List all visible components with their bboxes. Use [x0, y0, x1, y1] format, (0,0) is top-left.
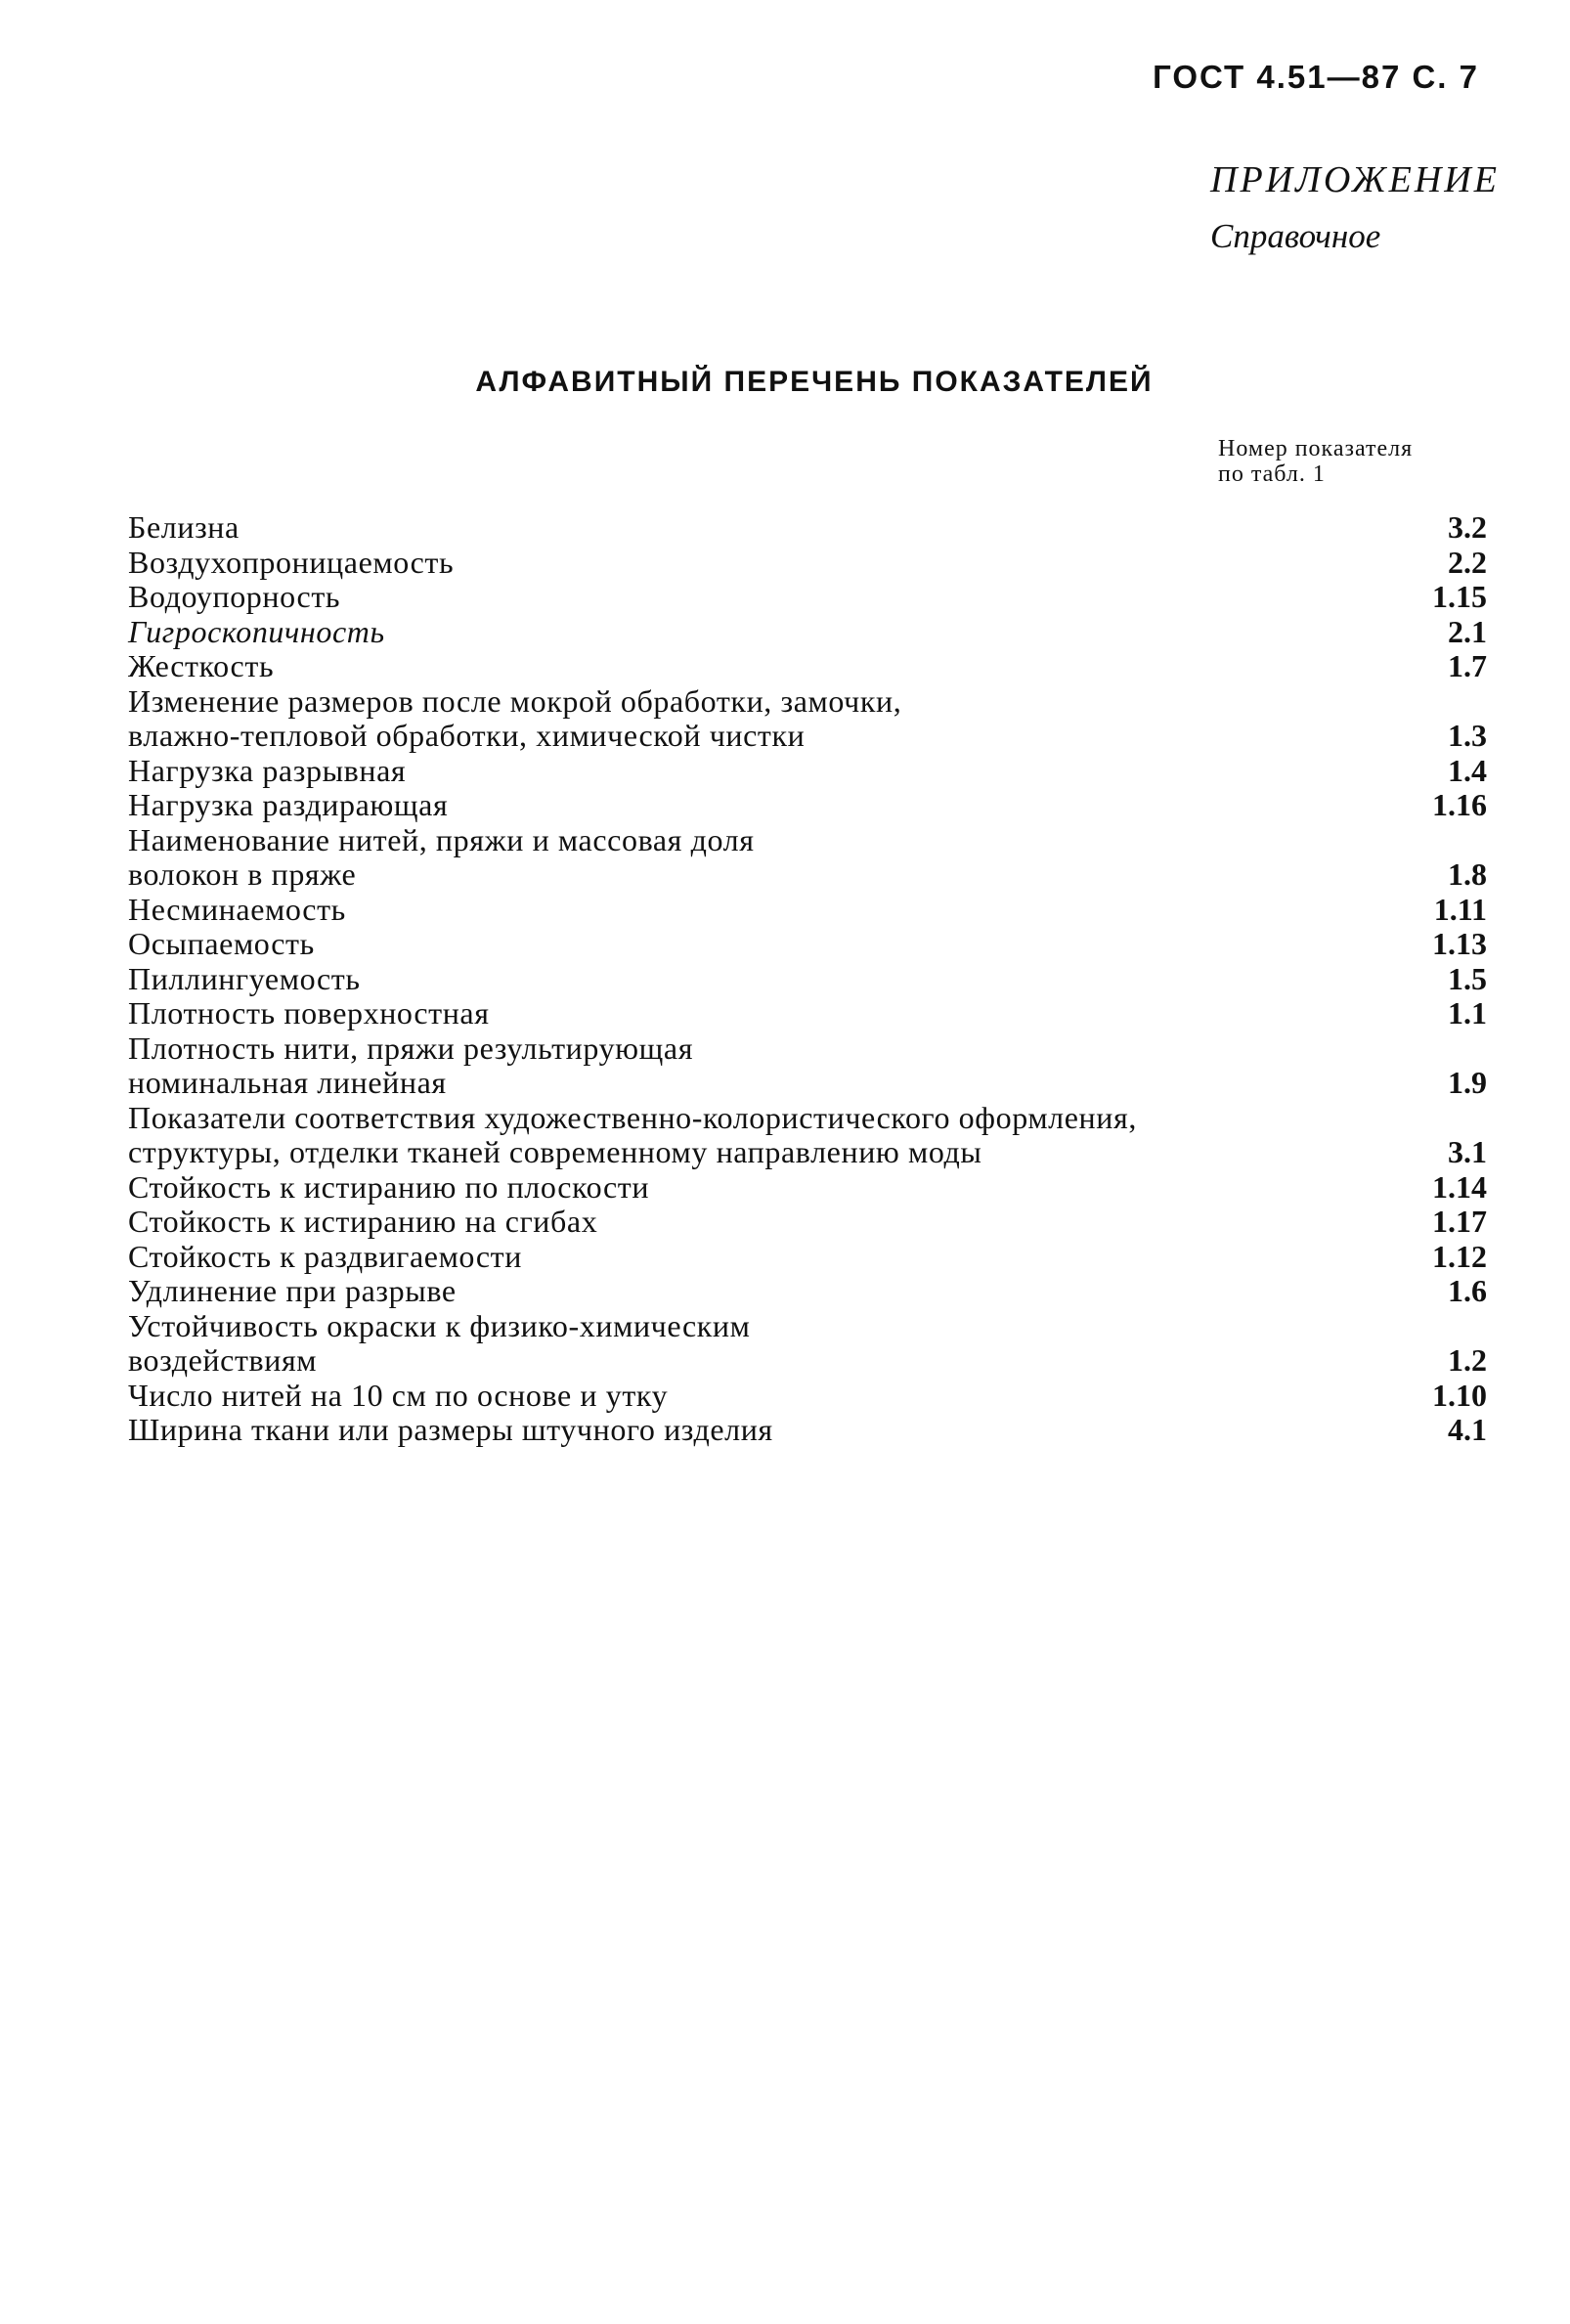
list-item [128, 510, 1487, 546]
list-item [128, 615, 1487, 650]
indicator-name-line: Воздухопроницаемость [128, 544, 455, 580]
indicator-number: 4.1 [1448, 1412, 1487, 1447]
indicator-name [128, 1309, 750, 1379]
indicator-name [128, 546, 454, 581]
list-item [128, 1031, 1487, 1101]
indicator-name-line: влажно-тепловой обработки, химической чистки [128, 718, 806, 753]
indicator-name-line: Нагрузка разрывная [128, 752, 407, 788]
indicator-name [128, 1205, 597, 1240]
indicator-number: 1.17 [1432, 1204, 1487, 1239]
indicator-number: 2.2 [1448, 544, 1487, 580]
indicator-number: 1.8 [1448, 856, 1487, 892]
appendix-title: ПРИЛОЖЕНИЕ [1210, 159, 1500, 200]
list-item [128, 1101, 1487, 1170]
list-item [128, 580, 1487, 615]
list-item [128, 546, 1487, 581]
indicator-number: 1.3 [1448, 718, 1487, 753]
indicator-name [128, 927, 315, 962]
indicator-name-line: воздействиям [128, 1342, 318, 1378]
indicator-name-line: Плотность поверхностная [128, 995, 490, 1030]
indicator-name-line: номинальная линейная [128, 1065, 447, 1100]
list-item [128, 1240, 1487, 1275]
indicator-list [128, 510, 1487, 1448]
indicator-name [128, 996, 490, 1031]
column-header-line-2: по табл. 1 [1218, 461, 1326, 487]
indicator-name [128, 615, 385, 650]
indicator-name-line: Стойкость к истиранию на сгибах [128, 1204, 598, 1239]
indicator-number: 1.12 [1432, 1238, 1487, 1274]
indicator-name-line: Наименование нитей, пряжи и массовая доля [128, 821, 755, 857]
indicator-name-line: Ширина ткани или размеры штучного изделия [128, 1412, 773, 1447]
indicator-name [128, 1413, 773, 1448]
document-title: АЛФАВИТНЫЙ ПЕРЕЧЕНЬ ПОКАЗАТЕЛЕЙ [475, 366, 1154, 398]
indicator-name-line: Белизна [128, 509, 240, 545]
indicator-name-line: Жесткость [128, 648, 275, 683]
list-item [128, 1274, 1487, 1309]
list-item [128, 649, 1487, 684]
indicator-name-line: Нагрузка раздирающая [128, 787, 449, 822]
list-item [128, 1413, 1487, 1448]
indicator-name [128, 510, 240, 546]
indicator-number: 1.9 [1448, 1065, 1487, 1100]
list-item [128, 754, 1487, 789]
indicator-number: 1.11 [1433, 891, 1487, 927]
indicator-name-line: структуры, отделки тканей современному направлению моды [128, 1134, 982, 1169]
indicator-name [128, 823, 755, 893]
list-item [128, 996, 1487, 1031]
indicator-number: 3.2 [1448, 509, 1487, 545]
indicator-name [128, 1170, 649, 1206]
indicator-name-line: Пиллингуемость [128, 960, 361, 996]
list-item [128, 893, 1487, 928]
indicator-number: 1.14 [1432, 1168, 1487, 1205]
indicator-number: 2.1 [1448, 613, 1487, 649]
indicator-name [128, 788, 448, 823]
indicator-name [128, 1240, 522, 1275]
list-item [128, 962, 1487, 997]
indicator-name-line: Показатели соответствия художественно-колористического оформления, [128, 1099, 1137, 1135]
indicator-name-line: волокон в пряже [128, 856, 357, 892]
indicator-number: 1.10 [1432, 1377, 1487, 1413]
indicator-number: 1.1 [1448, 995, 1487, 1030]
indicator-name [128, 649, 274, 684]
list-item [128, 1205, 1487, 1240]
indicator-number: 1.2 [1448, 1342, 1487, 1378]
indicator-name-line: Число нитей на 10 см по основе и утку [128, 1377, 669, 1413]
indicator-name [128, 1101, 1137, 1170]
column-header [1218, 436, 1413, 487]
indicator-name-line: Водоупорность [128, 579, 341, 614]
indicator-name [128, 1031, 693, 1101]
column-header-line-1: Номер показателя [1218, 436, 1414, 461]
indicator-number: 1.4 [1448, 752, 1487, 788]
appendix-subtitle: Справочное [1210, 217, 1381, 255]
list-item [128, 788, 1487, 823]
indicator-name-line: Осыпаемость [128, 926, 315, 961]
indicator-number: 1.5 [1448, 960, 1487, 996]
list-item [128, 927, 1487, 962]
indicator-number: 1.16 [1432, 787, 1487, 822]
indicator-name-line: Изменение размеров после мокрой обработки, замочки, [128, 682, 902, 719]
indicator-name-line: Плотность нити, пряжи результирующая [128, 1030, 694, 1066]
indicator-name [128, 1274, 457, 1309]
indicator-number: 3.1 [1448, 1134, 1487, 1169]
indicator-name-line: Устойчивость окраски к физико-химическим [128, 1307, 751, 1343]
list-item [128, 1170, 1487, 1206]
indicator-name [128, 893, 346, 928]
indicator-number: 1.7 [1448, 648, 1487, 683]
indicator-name [128, 580, 340, 615]
list-item [128, 684, 1487, 754]
indicator-number: 1.6 [1448, 1273, 1487, 1308]
list-item [128, 823, 1487, 893]
indicator-name-line: Стойкость к истиранию по плоскости [128, 1168, 650, 1205]
page-header: ГОСТ 4.51—87 С. 7 [1153, 59, 1479, 95]
indicator-number: 1.13 [1432, 926, 1487, 961]
list-item [128, 1309, 1487, 1379]
list-item [128, 1379, 1487, 1414]
indicator-name [128, 754, 406, 789]
indicator-name-line: Несминаемость [128, 891, 346, 927]
indicator-name [128, 684, 901, 754]
indicator-name-line: Удлинение при разрыве [128, 1273, 457, 1308]
indicator-name-line: Гигроскопичность [128, 613, 385, 649]
indicator-name [128, 962, 361, 997]
indicator-name-line: Стойкость к раздвигаемости [128, 1238, 522, 1274]
indicator-name [128, 1379, 668, 1414]
indicator-number: 1.15 [1432, 579, 1487, 614]
